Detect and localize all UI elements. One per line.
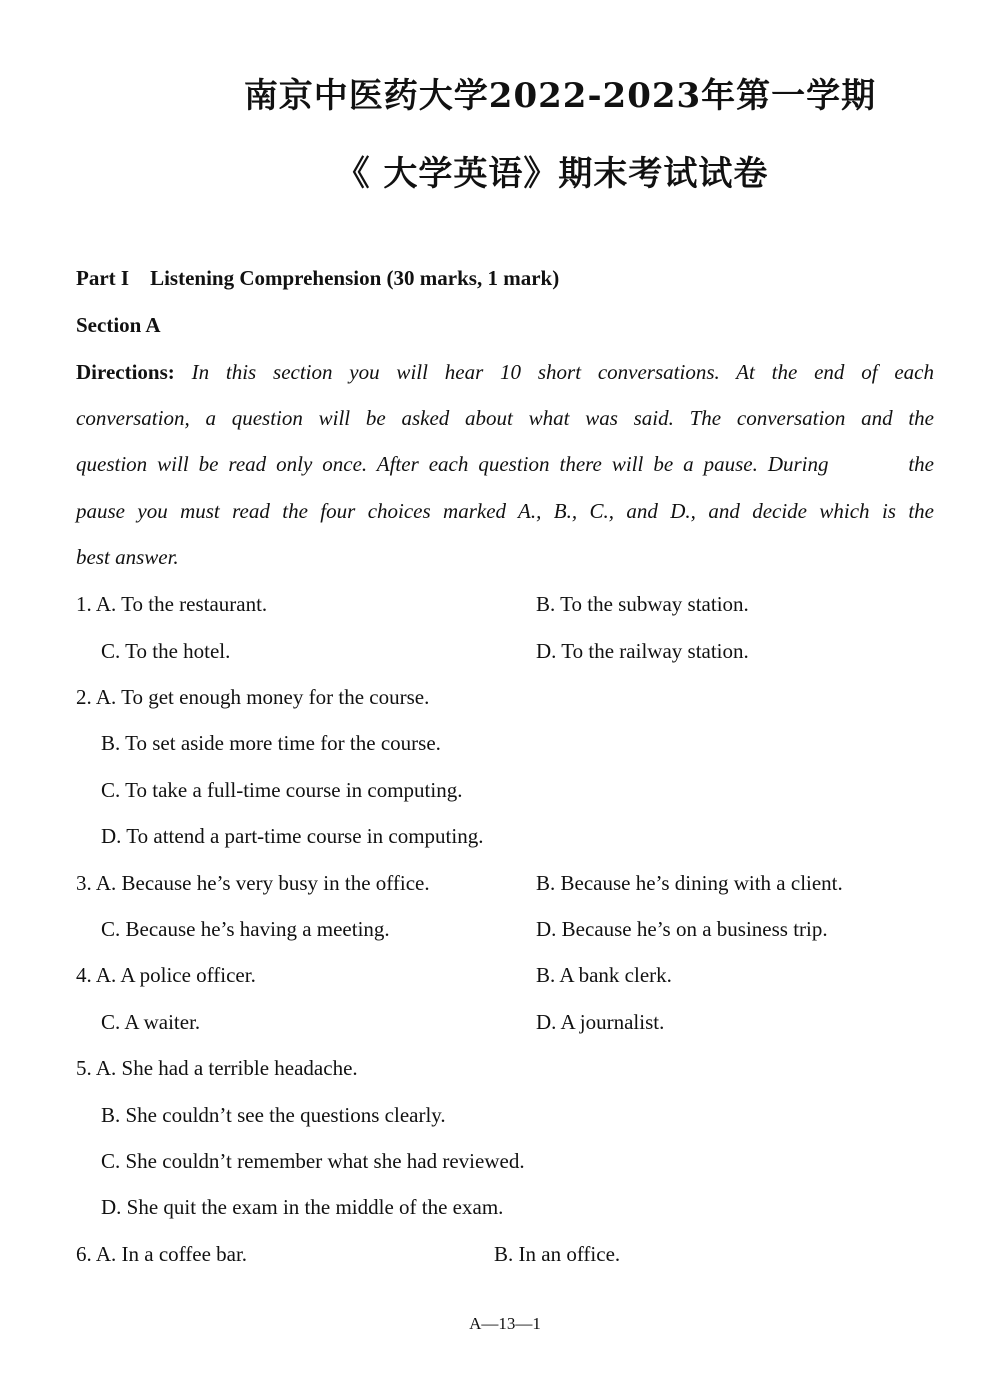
question-5 xyxy=(76,1054,358,1082)
option-b: B. In an office. xyxy=(494,1242,621,1266)
page-footer: A—13—1 xyxy=(469,1314,541,1333)
option-b: B. To set aside more time for the course. xyxy=(101,731,441,755)
question-number: 1. xyxy=(76,592,92,616)
directions-label: Directions: xyxy=(76,360,175,384)
question-number: 3. xyxy=(76,871,92,895)
option-d: D. To the railway station. xyxy=(536,639,749,663)
option-d: D. A journalist. xyxy=(536,1010,665,1034)
exam-title-line1: 南京中医药大学2022-2023年第一学期 xyxy=(243,76,877,116)
option-b: B. She couldn’t see the questions clearly. xyxy=(101,1103,446,1127)
directions-line-3: question will be read only once. After each question there will be a pause. During the xyxy=(76,452,934,476)
option-a: A. She had a terrible headache. xyxy=(95,1056,358,1080)
part-heading: Part I Listening Comprehension (30 marks, 1 mark) xyxy=(76,266,560,290)
question-3 xyxy=(76,869,430,897)
directions-line-1 xyxy=(76,358,934,386)
directions-text-1: In this section you will hear 10 short conversations. At the end of each xyxy=(191,360,934,384)
option-b: B. To the subway station. xyxy=(536,592,749,616)
option-d: D. She quit the exam in the middle of the exam. xyxy=(101,1195,504,1219)
question-number: 5. xyxy=(76,1056,92,1080)
option-c: C. Because he’s having a meeting. xyxy=(101,917,390,941)
question-number: 4. xyxy=(76,963,92,987)
option-a: A. To get enough money for the course. xyxy=(95,685,430,709)
exam-title-line2: 《 大学英语》期末考试试卷 xyxy=(335,154,769,194)
option-a: A. Because he’s very busy in the office. xyxy=(95,871,430,895)
option-a: A. A police officer. xyxy=(95,963,256,987)
question-1 xyxy=(76,590,267,618)
question-6 xyxy=(76,1240,247,1268)
option-b: B. A bank clerk. xyxy=(536,963,672,987)
option-d: D. Because he’s on a business trip. xyxy=(536,917,828,941)
section-heading: Section A xyxy=(76,313,161,337)
question-number: 6. xyxy=(76,1242,92,1266)
option-c: C. To take a full-time course in computing. xyxy=(101,778,463,802)
option-c: C. A waiter. xyxy=(101,1010,201,1034)
option-a: A. To the restaurant. xyxy=(95,592,268,616)
directions-line-4: pause you must read the four choices marked A., B., C., and D., and decide which is the xyxy=(76,499,934,523)
directions-line-2: conversation, a question will be asked about what was said. The conversation and the xyxy=(76,406,934,430)
question-4 xyxy=(76,961,256,989)
directions-line-5: best answer. xyxy=(76,545,179,569)
option-c: C. She couldn’t remember what she had reviewed. xyxy=(101,1149,525,1173)
question-2 xyxy=(76,683,429,711)
option-a: A. In a coffee bar. xyxy=(95,1242,248,1266)
question-number: 2. xyxy=(76,685,92,709)
option-d: D. To attend a part-time course in computing. xyxy=(101,824,484,848)
option-c: C. To the hotel. xyxy=(101,639,231,663)
option-b: B. Because he’s dining with a client. xyxy=(536,871,843,895)
